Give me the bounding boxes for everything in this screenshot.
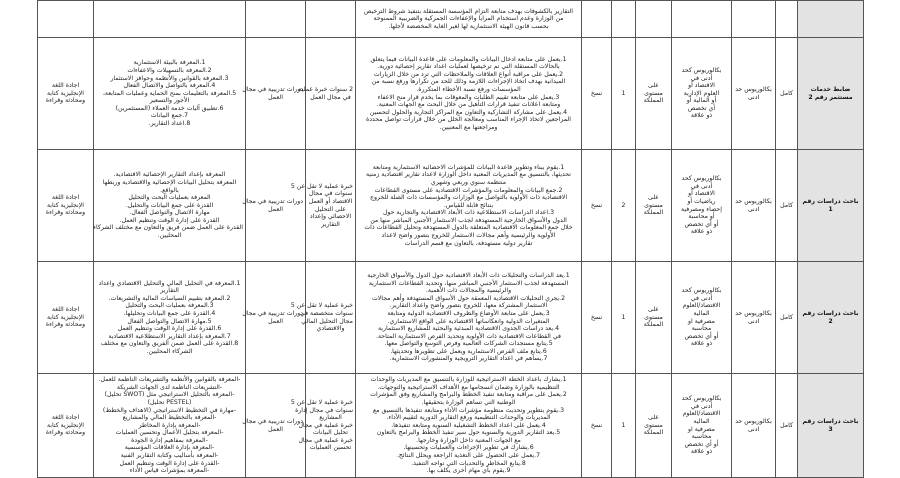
cell-major [672, 262, 732, 374]
cell-contract: كامل [776, 262, 798, 374]
task-line: الدول والأسواق الخارجية المستهدفة لجذب الاستثمار الأجنبي المباشر منها من [370, 216, 567, 224]
cell-level [636, 150, 672, 262]
major-line: بكالوريوس كحد [681, 287, 722, 295]
cell-courses [242, 38, 306, 150]
cell-count: 1 [612, 38, 636, 150]
experience-line: 2 سنوات خبرة عملية [298, 85, 353, 93]
task-line: 4.يعد دراسات الجدوى الاقتصادية المبدئية والبحثية للمشاريع الاستثمارية [377, 325, 560, 333]
skill-line: المحليين. [157, 231, 182, 239]
cell-skills [94, 38, 246, 150]
skill-line: المعرفة بإعداد التقارير الإحصائية الاقتصادية. [113, 171, 226, 179]
cell-grade: بكالوريوس حد ادنى [732, 150, 776, 262]
task-line: المتغيرات الدولية وانعكاساتها الاقتصادية على الواقع الاستثماري. [387, 317, 550, 325]
cell-grade: بكالوريوس حد ادنى [732, 262, 776, 374]
cell-contract: كامل [776, 38, 798, 150]
cell-major [672, 1, 732, 38]
cell-count: 1 [612, 374, 636, 478]
task-line: 4.يعمل على اعداد الخطط التشغيلية السنوية ومتابعة تنفيذها. [391, 421, 546, 429]
major-line: الاقتصاد أو [688, 82, 715, 90]
language-line: اجادة اللغة [51, 82, 80, 90]
course-line: دورات تدريبية في مجال [242, 85, 303, 93]
level-line: مستوى [644, 313, 663, 321]
skill-line: 2.المعرفة بالتسهيلات والاعفاءات [127, 67, 212, 75]
task-line: الوطنية التي تساهم الوزارة بتحقيقها. [421, 399, 516, 407]
task-line: والرئيسية والمجالات ذات الأهمية. [425, 287, 512, 295]
major-line: الاقتصاد/العلوم [682, 410, 721, 418]
skill-line: القدرة على العمل ضمن فريق والتعاون مع مختلف الشركاء [93, 224, 243, 232]
task-line: ومتابعة اعلانات تنفيذ قرارات التأهيل من خلال البحث مع الجهات المعنية. [376, 101, 561, 109]
major-line: محاسبة [691, 433, 712, 441]
language-line: ومحادثة وقراءة [45, 97, 86, 105]
skill-line: القدرة على إدارة الوقت وتنظيم العمل. [119, 216, 220, 224]
task-line: 5.يتابع مستجدات الشركات العالمية وفرص التوسع والتواصل معها. [384, 340, 553, 348]
task-line: الاقتصادية ذات الأولوية بالتواصل مع الوزارات والمؤسسات ذات الصلة للخروج [369, 194, 568, 202]
cell-count: 1 [612, 262, 636, 374]
task-line: 7.يعمل على الحصول على التغذية الراجعة ويحلل النتائج. [396, 451, 541, 459]
task-line: المؤسسات ورفع نسبة الأخطاء المتكررة. [416, 85, 521, 93]
major-line: أدنى في [690, 74, 713, 82]
task-line: الأولوية والرئيسية وأهم مجالات الاستثمار للخروج بتصور واضح لاعداد [381, 231, 556, 239]
major-line: أدنى في [690, 402, 713, 410]
task-line: 4.يعمل على مشاركة التشاركية والتعاون مع المراكز التجارية والحلول لتحسين [369, 108, 568, 116]
task-line: الاستثمار المشتركة معها، للخروج بتصور واضح واعداد التقارير. [389, 302, 548, 310]
skill-line: -المعرفة بالتخطيط المالي والمشاريع [122, 414, 217, 422]
cell-skills [94, 374, 246, 478]
skill-line: -المعرفة بالقوانين والأنظمة والتشريعات الناظمة للعمل. [98, 376, 241, 384]
task-line: 1.يعد الدراسات والتحليلات ذات الأبعاد الاقتصادية حول الدول والأسواق الخارجية [367, 272, 570, 280]
skill-line: -مهارة في التخطيط الاستراتيجي (الاهداف والخطط) [102, 406, 237, 414]
cell-courses [242, 150, 306, 262]
task-line: 9.يقوم بأي مهام أخرى يكلف بها. [426, 467, 511, 475]
cell-count: 2 [612, 150, 636, 262]
skill-line: القدرة على جمع البيانات والتحليل. [125, 201, 214, 209]
task-line: المراجعين لاتخاذ الإجراء المناسب ومعالجة الخلل من خلال قرارات تواصل محددة [365, 116, 572, 124]
cell-count [612, 1, 636, 38]
task-line: 8.يتابع المخاطر والتحديات التي تواجه التنفيذ. [411, 459, 526, 467]
course-line: العمل [268, 317, 283, 325]
task-line: 3.يقوم بتطوير وتحديث منظومة مؤشرات الأداء ومتابعة تنفيذها بالتنسيق مع [372, 406, 565, 414]
language-line: الإنجليزية كتابة [46, 201, 85, 209]
major-line: أدنى في [690, 182, 713, 190]
level-line: على [648, 414, 659, 422]
experience-line: على التحليل [315, 205, 346, 213]
major-line: أدنى في [690, 294, 713, 302]
cell-level-badge: نسخ [582, 150, 612, 262]
skill-line: 1.المعرفة في التحليل المالي والتحليل الاقتصادي واعداد [98, 279, 241, 287]
task-line: ومراجعتها مع المعنيين. [439, 123, 498, 131]
task-line: 2.يعمل على مراقبة أنواع العلاقات والملاحظات التي ترد من خلال الزيارات [373, 70, 564, 78]
major-line: أو المالية أو [686, 97, 717, 105]
task-line: 5.يعد التقارير الدورية والسنوية حول سير تنفيذ الخطط والبرامج بالتعاون [376, 429, 561, 437]
task-line: خلال جمع المعلومات الاقتصادية المتعلقة بالدول المستهدفة وتحليل القطاعات ذات [364, 224, 573, 232]
cell-courses [242, 374, 306, 478]
cell-tasks [356, 150, 582, 262]
task-line: 2.يجري التحليلات الاقتصادية المعمقة حول الأسواق المستهدفة وأهم مجالات [371, 294, 566, 302]
task-line: الميدانية بهدف اتخاذ الإجراءات اللازمة وذلك للحد من تكرارها ورفع نسبة من [371, 78, 566, 86]
level-line: المملكة [643, 429, 664, 437]
skill-line: المعرفة بعمليات البحث والتحليل [128, 194, 211, 202]
job-positions-table [37, 0, 864, 478]
skill-line: 7.المعرفة بإعداد التقارير الاستطلاعية الاقتصادية [108, 332, 231, 340]
cell-tasks [356, 1, 582, 38]
experience-line: خبرة عملية في مجال [298, 436, 353, 444]
level-line: على [648, 82, 659, 90]
task-line: تحديثها، بالتنسيق مع المديريات المعنية داخل الوزارة لاعداد تقارير اقتصادية زمنية [365, 171, 572, 179]
skill-line: 4.المعرفة بالتواصل والاتصال الفعال [123, 82, 216, 90]
level-line: مستوى [644, 201, 663, 209]
task-line: 3.يعمل على متابعة الأوضاع والظروف الاقتصادية الدولية ومتابعة [387, 309, 550, 317]
skill-line: -المعرفة بإدارة المخاطر [138, 421, 201, 429]
major-line: بكالوريوس كحد [681, 175, 722, 183]
experience-line: خبرة عملية لا تقل عن 5 [290, 182, 353, 190]
skill-line: 5.مهارة الاتصال والتواصل الفعال [127, 317, 212, 325]
experience-line: والاقتصادي [316, 325, 345, 333]
skill-line: -المعرفة بأساليب وكتابة التقارير الفنية [120, 451, 219, 459]
cell-skills [94, 1, 246, 38]
major-line: المالية [693, 417, 710, 425]
task-line: بالحالات المستقلة التي تم ترخيصها لعمليات اعداد تقارير إحصائية دورية. [377, 63, 560, 71]
level-line: المملكة [643, 321, 664, 329]
cell-major [672, 38, 732, 150]
cell-level [636, 38, 672, 150]
cell-experience [290, 150, 356, 262]
level-line: مستوى [644, 89, 663, 97]
major-line: بكالوريوس كحد [681, 67, 722, 75]
major-line: أو أي تخصص [684, 220, 719, 228]
major-line: أي تخصص [687, 104, 716, 112]
language-line: الإنجليزية كتابة [46, 313, 85, 321]
experience-line: الاحصائي وإعداد [309, 213, 352, 221]
major-line: العلوم الإدارية [683, 89, 720, 97]
task-line: 3.يعمل على متابعة تقييم الطلبات والمعوقات بما يخدم قرار منح الاعفاء [377, 93, 560, 101]
language-line: ومحادثة وقراءة [45, 429, 86, 437]
major-line: إحصاء ومصرفية [681, 205, 722, 213]
cell-level-badge: نسخ [582, 262, 612, 374]
skill-line: الشركاء المحليين. [146, 347, 193, 355]
table-row [38, 38, 864, 150]
major-line: مصرفية او [688, 425, 715, 433]
cell-contract [776, 1, 798, 38]
task-line: بنتائج قابلة للقياس. [443, 201, 494, 209]
cell-language [38, 374, 94, 478]
major-line: ذو علاقة [690, 228, 713, 236]
cell-title [798, 1, 864, 38]
skill-line: -المعرفة بإدارة العلاقات المؤسسية [124, 444, 215, 452]
course-line: دورات تدريبية في مجال [242, 417, 303, 425]
skill-line: 8.القدرة على العمل ضمن الفريق والتعاون مع مختلف [100, 340, 239, 348]
major-line: الاقتصاد أو [688, 190, 715, 198]
skill-line: -المعرفة بمفاهيم إدارة الجودة [131, 436, 208, 444]
major-line: محاسبة [691, 325, 712, 333]
cell-experience [290, 262, 356, 374]
level-line: على [648, 194, 659, 202]
skill-line: 8.اعداد التقارير. [148, 119, 191, 127]
skill-line: 6.القدرة على إدارة الوقت وتنظيم العمل [117, 325, 222, 333]
language-line: ومحادثة وقراءة [45, 209, 86, 217]
task-line: مع الجهات المعنية داخل الوزارة وخارجها. [416, 436, 521, 444]
major-line: أو أي تخصص [684, 440, 719, 448]
experience-line: التقارير [321, 220, 340, 228]
skill-line: 3.المعرفة بالقوانين والأنظمة وحوافز الاستثمار [110, 74, 229, 82]
task-line: بحسب قانون الهيئة الاستثمارية لها لغير الغاية المخصصة لأجلها. [388, 22, 549, 30]
table-row-top-continuation [38, 1, 864, 38]
major-line: الاقتصاد/العلوم [682, 302, 721, 310]
major-line: ذو علاقة [690, 340, 713, 348]
experience-line: مجال التحليل المالي [301, 317, 353, 325]
cell-language [38, 1, 94, 38]
task-line: تقارير دولية مستهدفة، بالتعاون مع قسم الدراسات [404, 239, 533, 247]
cell-level-badge: نسخ [582, 374, 612, 478]
major-line: أو أي تخصص [684, 332, 719, 340]
skill-line: الأجور والتسعير [149, 97, 190, 105]
major-line: مصرفية او [688, 317, 715, 325]
cell-grade: بكالوريوس حد ادنى [732, 38, 776, 150]
skill-line: 1.المعرفة بالبيئة الاستثمارية [133, 59, 206, 67]
cell-level [636, 262, 672, 374]
experience-line: سنوات في مجال [308, 190, 353, 198]
skill-line: -القدرة على إدارة الوقت وتنظيم العمل [119, 459, 220, 467]
cell-skills [94, 150, 246, 262]
experience-line: تحليل البيانات [313, 429, 348, 437]
cell-level-badge [582, 1, 612, 38]
course-line: العمل [268, 205, 283, 213]
task-line: 2.جمع البيانات والمعلومات والمؤشرات الاقتصادية على مستوى القطاعات [374, 186, 563, 194]
cell-title: باحث دراسات رقم 2 [798, 262, 864, 374]
experience-line: الاقتصاد أو العمل [308, 197, 353, 205]
task-line: 7.يساهم في اعداد التقارير الترويجية والمنشورات الاستثمارية. [389, 355, 548, 363]
task-line: المستهدفة لجذب الاستثمار الأجنبي المباشر منها، وتحديد القطاعات الاستثمارية [368, 279, 569, 287]
skill-line: 6.تطبيق آليات خدمة العملاء (المستثمرين) [115, 104, 224, 112]
level-line: مستوى [644, 421, 663, 429]
course-line: دورات تدريبية في مجال [242, 309, 303, 317]
task-line: 1.يعمل على متابعة ادخال البيانات والمعلومات على قاعدة البيانات فيما يتعلق [370, 55, 567, 63]
level-line: المملكة [643, 209, 664, 217]
skill-line: -المعرفة بمؤشرات قياس الأداء [129, 467, 210, 475]
language-line: اجادة اللغة [51, 306, 80, 314]
task-line: من الوزارة وعدم استخدام المزايا والإعفاءات الجمركية والضريبية الممنوحة [373, 15, 564, 23]
major-line: ذو علاقة [690, 448, 713, 456]
cell-major [672, 374, 732, 478]
skill-line: 7.جمع البيانات [150, 112, 189, 120]
experience-line: سنوات متخصصة في [299, 309, 353, 317]
cell-title: باحث دراسات رقم 3 [798, 374, 864, 478]
experience-line: في مجال العمل [310, 93, 351, 101]
cell-language [38, 262, 94, 374]
major-line: المالية [693, 309, 710, 317]
cell-skills [94, 262, 246, 374]
task-line: 6.يشارك في تطوير الإجراءات والعمليات وتحسينها. [403, 444, 534, 452]
cell-experience [290, 374, 356, 478]
experience-line: خبرة عملية لا تقل عن 5 [290, 302, 353, 310]
cell-grade [732, 1, 776, 38]
table-row [38, 374, 864, 478]
task-line: في القطاعات الاقتصادية ذات الأولوية وتحديد الفرص الاستثمارية المتاحة. [376, 332, 561, 340]
major-line: رياضيات أو [687, 197, 716, 205]
cell-experience [298, 38, 356, 150]
experience-line: المشاريع [319, 414, 342, 422]
skill-line: -التشريعات الناظمة لدى الجهات الشريكة [116, 383, 223, 391]
cell-contract: كامل [776, 374, 798, 478]
level-line: المملكة [643, 97, 664, 105]
task-line: التقارير بالكشوفات بهدف متابعة التزام المؤسسة المستقلة بتنفيذ شروط الترخيص [363, 7, 573, 15]
skill-line: 3.المعرفة بعمليات البحث والتحليل [125, 302, 214, 310]
major-line: أو محاسبة [688, 213, 715, 221]
cell-courses [246, 1, 306, 38]
cell-level-badge: نسخ [582, 38, 612, 150]
experience-line: خبرة عملية لا تقل عن 5 [290, 399, 353, 407]
cell-grade: بكالوريوس حد ادنى [732, 374, 776, 478]
cell-level [636, 374, 672, 478]
task-line: المديريات والوحدات التنظيمية ورفع التقارير الدورية لتقييم الأداء. [386, 414, 551, 422]
course-line: العمل [268, 425, 283, 433]
level-line: على [648, 306, 659, 314]
task-line: التنظيمية بالوزارة وضمان انسجامها مع الأهداف الاستراتيجية والتوجهات. [377, 383, 560, 391]
major-line: بكالوريوس كحد [681, 395, 722, 403]
task-line: 2.يعمل على مراقبة ومتابعة تنفيذ الخطط والبرامج والمشاريع وفق المؤشرات [370, 391, 567, 399]
skill-line: -المعرفة بتحليل الأعمال وتحسين العمليات [115, 429, 224, 437]
experience-line: خبرة عملية في مجال [298, 421, 353, 429]
skill-line: 2.المعرفة بتقييم السياسات المالية والتشريعات. [108, 294, 231, 302]
cell-tasks [356, 374, 582, 478]
task-line: 1.يشارك باعداد الخطة الاستراتيجية للوزارة بالتنسيق مع المديريات والوحدات [370, 376, 567, 384]
language-line: ومحادثة وقراءة [45, 321, 86, 329]
course-line: دورات تدريبية في مجال [242, 197, 303, 205]
skill-line: مهارة الاتصال والتواصل الفعال. [129, 209, 210, 217]
cell-major [672, 150, 732, 262]
cell-title: ضابط خدمات مستثمر رقم 2 [798, 38, 864, 150]
skill-line: -المعرفة بالتحليل الاستراتيجي مثل (SWOT تحليل) [104, 391, 235, 399]
course-line: العمل [268, 93, 283, 101]
experience-line: تحسين العمليات [309, 444, 352, 452]
task-line: 3.اعداد الدراسات الاستطلاعية ذات الأبعاد الاقتصادية والتجارية حول [382, 209, 555, 217]
language-line: اجادة اللغة [51, 414, 80, 422]
cell-tasks [356, 262, 582, 374]
cell-courses [242, 262, 306, 374]
cell-title: باحث دراسات رقم 1 [798, 150, 864, 262]
cell-language [38, 38, 94, 150]
cell-level [636, 1, 672, 38]
cell-language [38, 150, 94, 262]
skill-line: 5.المعرفة بالتعليمات بمنح الحماية وعمليات المتابعة، [102, 89, 237, 97]
skill-line: بالواقع. [160, 186, 179, 194]
cell-contract: كامل [776, 150, 798, 262]
skill-line: المعرفة بتحليل البيانات الإحصائية والاقتصادية وربطها [102, 179, 237, 187]
skill-line: التقارير [160, 287, 179, 295]
task-line: منتظمة سنوي وربعي وشهري [430, 179, 507, 187]
major-line: ذو علاقة [690, 112, 713, 120]
cell-experience [306, 1, 356, 38]
language-line: الإنجليزية كتابة [46, 89, 85, 97]
table-row [38, 262, 864, 374]
cell-tasks [356, 38, 582, 150]
task-line: 6.يتابع ملف الفرص الاستثمارية ويعمل على تطويرها وتحديثها. [390, 347, 547, 355]
language-line: اجادة اللغة [51, 194, 80, 202]
skill-line: (PESTEL تحليل) [147, 399, 192, 407]
task-line: 1.يقوم ببناء وتطوير قاعدة البيانات للمؤشرات الاحصائية الاستثمارية ومتابعة [372, 163, 565, 171]
language-line: الإنجليزية كتابة [46, 421, 85, 429]
skill-line: 4.القدرة على جمع البيانات وتحليلها. [123, 309, 216, 317]
table-row [38, 150, 864, 262]
experience-line: سنوات في مجال إدارة [295, 406, 353, 414]
